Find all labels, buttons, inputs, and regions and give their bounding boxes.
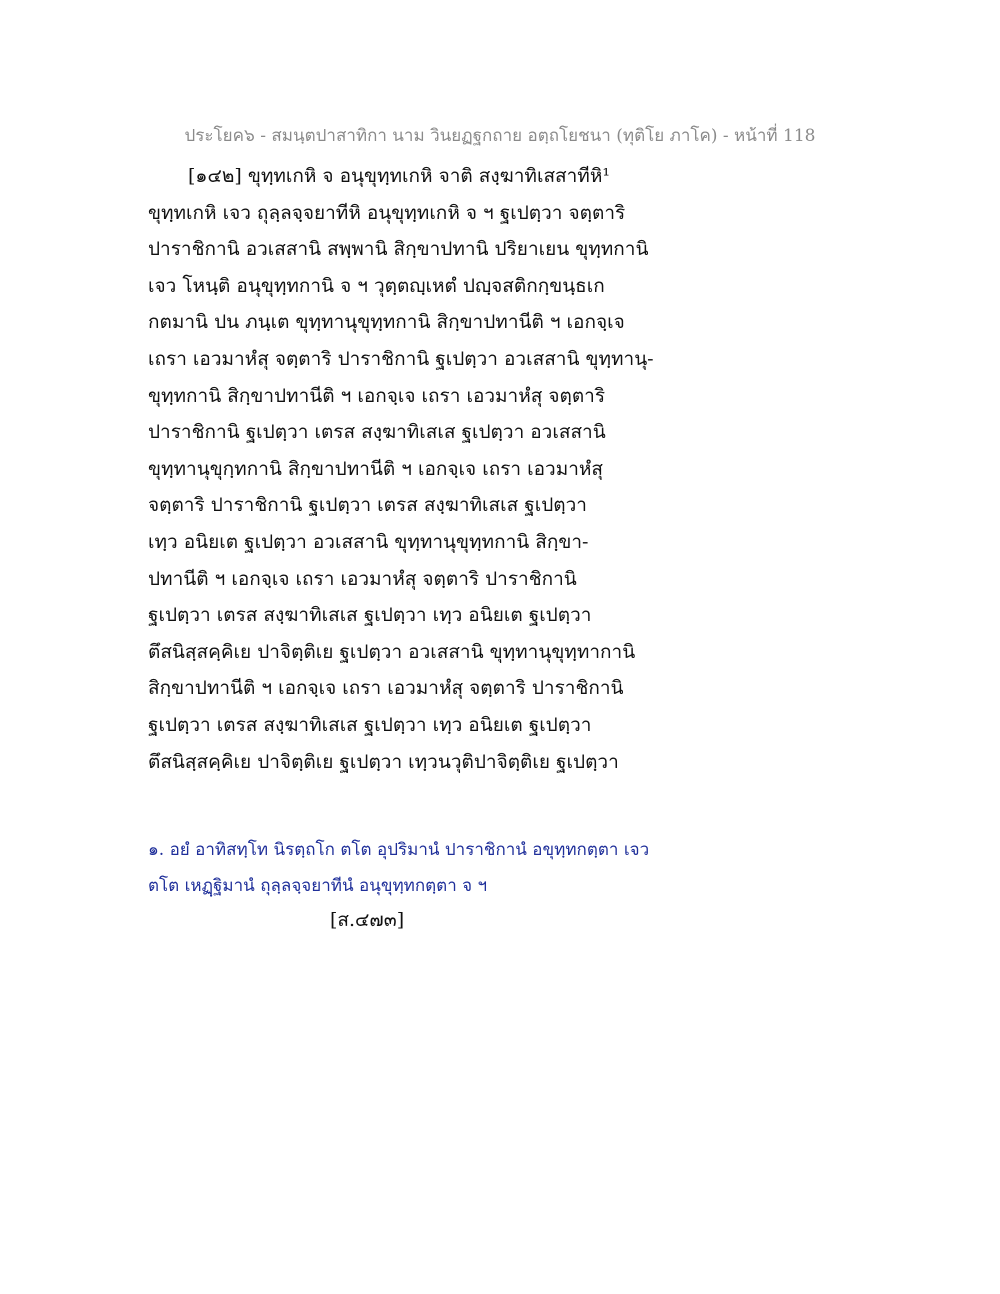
text-line: กตมานิ ปน ภนฺเต ขุทฺทานุขุทฺทกานิ สิกฺขาปทานีติ ฯ เอกจฺเจ (148, 311, 625, 334)
text-line: ขุทฺทานุขุกฺทกานิ สิกฺขาปทานีติ ฯ เอกจฺเจ เถรา เอวมาหํสุ (148, 457, 604, 480)
text-line: ปาราชิกานิ ฐเปตฺวา เตรส สงฺฆาทิเสเส ฐเปตฺวา อวเสสานิ (148, 421, 606, 444)
text-line: สิกฺขาปทานีติ ฯ เอกจฺเจ เถรา เอวมาหํสุ จตฺตาริ ปาราชิกานิ (148, 677, 624, 700)
text-line: ปาราชิกานิ อวเสสานิ สพฺพานิ สิกฺขาปทานิ ปริยาเยน ขุทฺทกานิ (148, 238, 649, 261)
text-line: ขุทฺทกานิ สิกฺขาปทานีติ ฯ เอกจฺเจ เถรา เอวมาหํสุ จตฺตาริ (148, 384, 606, 407)
text-line: เทฺว อนิยเต ฐเปตฺวา อวเสสานิ ขุทฺทานุขุทฺทกานิ สิกฺขา- (148, 530, 589, 553)
text-line: ฐเปตฺวา เตรส สงฺฆาทิเสเส ฐเปตฺวา เทฺว อนิยเต ฐเปตฺวา (148, 713, 592, 736)
text-line: ตึสนิสฺสคฺคิเย ปาจิตฺติเย ฐเปตฺวา อวเสสานิ ขุทฺทานุขุทฺทากานิ (148, 640, 636, 663)
footnote-line: ๑. อยํ อาทิสทฺโท นิรตฺถโก ตโต อุปริมานํ ปาราชิกานํ อขุทฺทกตฺตา เจว (148, 840, 650, 860)
text-line: ปทานีติ ฯ เอกจฺเจ เถรา เอวมาหํสุ จตฺตาริ ปาราชิกานิ (148, 567, 577, 590)
text-line: เจว โหนฺติ อนุขุทฺทกานิ จ ฯ วุตฺตญฺเหตํ ปญฺจสติกกฺขนฺธเก (148, 274, 605, 297)
text-line: ขุทฺทเกหิ เจว ถุลฺลจฺจยาทีหิ อนุขุทฺทเกหิ จ ฯ ฐเปตฺวา จตฺตาริ (148, 201, 626, 224)
text-line: [๑๔๒] ขุทฺทเกหิ จ อนุขุทฺทเกหิ จาติ สงฺฆาทิเสสาทีหิ¹ (188, 165, 610, 187)
text-line: ฐเปตฺวา เตรส สงฺฆาทิเสเส ฐเปตฺวา เทฺว อนิยเต ฐเปตฺวา (148, 604, 592, 627)
page-header: ประโยค๖ - สมนฺตปาสาทิกา นาม วินยฏฐกถาย อตฺถโยชนา (ทุติโย ภาโค) - หน้าที่ 118 (184, 126, 816, 146)
text-line: ตึสนิสฺสคฺคิเย ปาจิตฺติเย ฐเปตฺวา เทฺวนวุติปาจิตฺติเย ฐเปตฺวา (148, 750, 619, 773)
text-line: จตฺตาริ ปาราชิกานิ ฐเปตฺวา เตรส สงฺฆาทิเสเส ฐเปตฺวา (148, 494, 587, 517)
page-reference: [ส.๔๗๓] (330, 909, 405, 931)
footnote-line: ตโต เหฏฺฐิมานํ ถุลฺลจฺจยาทีนํ อนุขุทฺทกตฺตา จ ฯ (148, 876, 488, 896)
main-text (148, 158, 668, 780)
footnotes (148, 832, 668, 904)
text-line: เถรา เอวมาหํสุ จตฺตาริ ปาราชิกานิ ฐเปตฺวา อวเสสานิ ขุทฺทานุ- (148, 347, 654, 370)
